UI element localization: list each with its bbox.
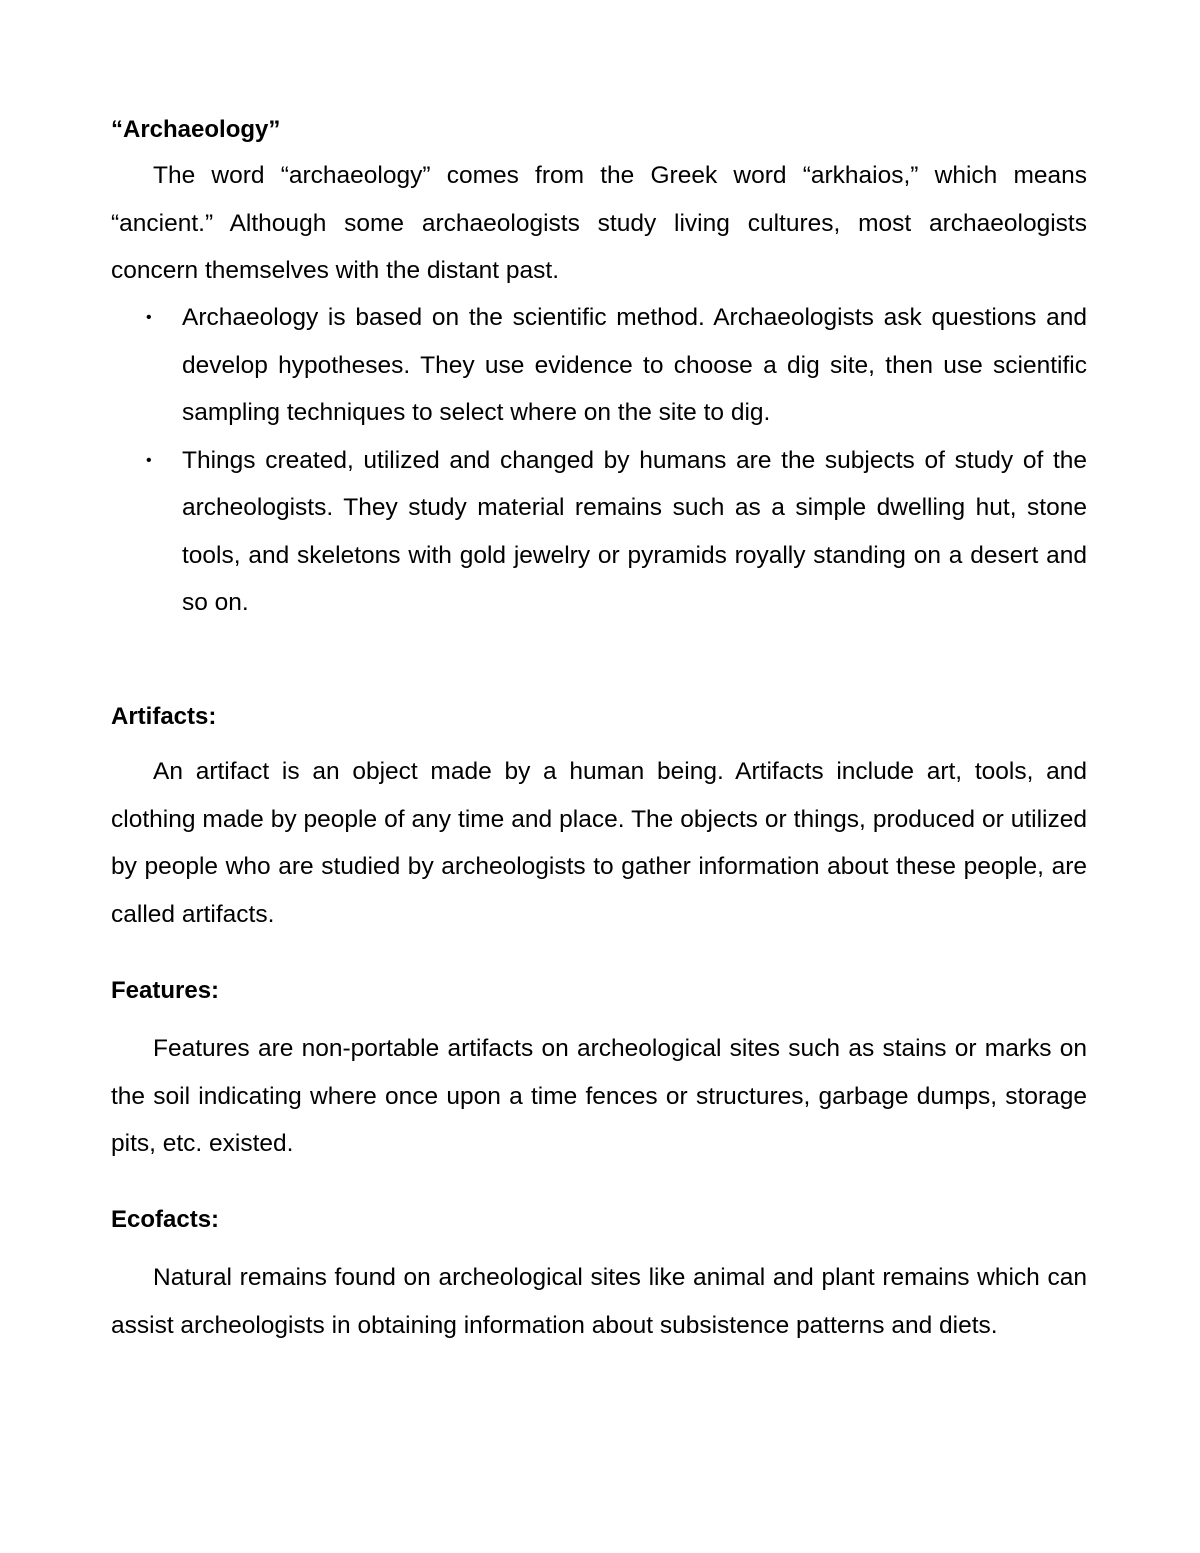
section-heading-artifacts: Artifacts: — [111, 703, 217, 730]
bullet-marker: • — [146, 451, 152, 469]
bullet-item-material-remains — [111, 437, 1087, 627]
bullet-item-scientific-method — [111, 294, 1087, 437]
bullet-text: Things created, utilized and changed by humans are the subjects of study of the archeologists. They study material remains such as a simple dwelling hut, stone tools, and skeletons with gold jewelry or pyramids royally standing on a desert and so on. — [182, 446, 1087, 616]
section-heading-features: Features: — [111, 977, 220, 1004]
intro-paragraph: The word “archaeology” comes from the Greek word “arkhaios,” which means “ancient.” Although some archaeologists study living cultures, most archaeologists concern themselves with the distant past. — [111, 162, 1087, 284]
section-body-features: Features are non-portable artifacts on archeological sites such as stains or marks on the soil indicating where once upon a time fences or structures, garbage dumps, storage pits, etc. existed. — [111, 1035, 1087, 1157]
section-body-artifacts: An artifact is an object made by a human being. Artifacts include art, tools, and clothing made by people of any time and place. The objects or things, produced or utilized by people who are studied by archeologists to gather information about these people, are called artifacts. — [111, 758, 1087, 928]
bullet-list — [111, 294, 1087, 627]
bullet-marker: • — [146, 309, 152, 326]
document-title: “Archaeology” — [111, 116, 281, 143]
bullet-text: Archaeology is based on the scientific method. Archaeologists ask questions and develop hypotheses. They use evidence to choose a dig site, then use scientific sampling techniques to select where on the site to dig. — [182, 304, 1087, 426]
section-body-ecofacts: Natural remains found on archeological sites like animal and plant remains which can assist archeologists in obtaining information about subsistence patterns and diets. — [111, 1264, 1087, 1339]
section-heading-ecofacts: Ecofacts: — [111, 1206, 220, 1233]
